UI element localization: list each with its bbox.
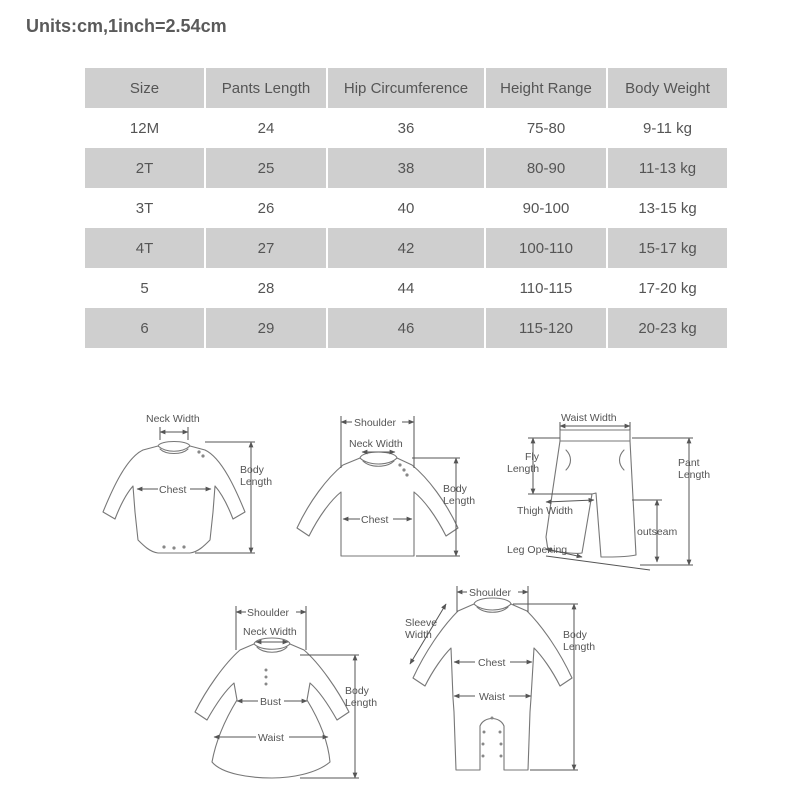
romper-chest-label: Chest [478,657,506,669]
cell-pants-length: 24 [205,108,327,148]
romper-body-length-label: Body [563,629,587,641]
cell-size: 12M [84,108,205,148]
sweater-body-length-label: Length [443,495,476,507]
cell-height-range: 80-90 [485,148,607,188]
pants-diagram [507,412,710,570]
bodysuit-neck-width-label: Neck Width [146,413,200,425]
pants-outseam-label: outseam [637,526,678,538]
sweater-diagram [297,416,475,556]
romper-diagram [405,586,595,770]
cell-body-weight: 13-15 kg [607,188,728,228]
bodysuit-diagram [103,413,272,553]
cell-height-range: 100-110 [485,228,607,268]
pants-thigh-width-label: Thigh Width [517,505,574,517]
dress-body-length-label: Body [345,685,369,697]
cell-hip-circumference: 44 [327,268,485,308]
bodysuit-body-length-label: Body [240,464,264,476]
pants-leg-opening-label: Leg Opening [507,544,568,556]
cell-size: 6 [84,308,205,348]
pants-waist-width-label: Waist Width [561,412,617,424]
header-pants-length: Pants Length [205,68,327,108]
cell-body-weight: 15-17 kg [607,228,728,268]
pants-pant-length-label: Length [678,469,711,481]
dress-shoulder-label: Shoulder [247,607,290,619]
header-height-range: Height Range [485,68,607,108]
cell-hip-circumference: 36 [327,108,485,148]
cell-body-weight: 9-11 kg [607,108,728,148]
cell-hip-circumference: 38 [327,148,485,188]
cell-height-range: 110-115 [485,268,607,308]
cell-hip-circumference: 46 [327,308,485,348]
units-note: Units:cm,1inch=2.54cm [26,16,227,36]
cell-size: 5 [84,268,205,308]
pants-fly-length-label: Length [507,463,540,475]
cell-body-weight: 11-13 kg [607,148,728,188]
sweater-chest-label: Chest [361,514,389,526]
cell-pants-length: 26 [205,188,327,228]
cell-pants-length: 29 [205,308,327,348]
cell-hip-circumference: 42 [327,228,485,268]
romper-shoulder-label: Shoulder [469,587,512,599]
pants-fly-length-label: Fly [525,451,539,463]
cell-body-weight: 20-23 kg [607,308,728,348]
sweater-body-length-label: Body [443,483,467,495]
pants-pant-length-label: Pant [678,457,700,469]
cell-size: 4T [84,228,205,268]
cell-height-range: 115-120 [485,308,607,348]
header-body-weight: Body Weight [607,68,728,108]
romper-sleeve-width-label: Width [405,629,432,641]
cell-hip-circumference: 40 [327,188,485,228]
cell-size: 2T [84,148,205,188]
cell-height-range: 75-80 [485,108,607,148]
sweater-shoulder-label: Shoulder [354,417,397,429]
cell-pants-length: 25 [205,148,327,188]
romper-body-length-label: Length [563,641,596,653]
bodysuit-chest-label: Chest [159,484,187,496]
cell-pants-length: 27 [205,228,327,268]
cell-pants-length: 28 [205,268,327,308]
cell-body-weight: 17-20 kg [607,268,728,308]
dress-body-length-label: Length [345,697,378,709]
sweater-neck-width-label: Neck Width [349,438,403,450]
cell-size: 3T [84,188,205,228]
romper-sleeve-width-label: Sleeve [405,617,438,629]
bodysuit-body-length-label: Length [240,476,273,488]
header-hip-circumference: Hip Circumference [327,68,485,108]
dress-waist-label: Waist [258,732,284,744]
romper-waist-label: Waist [479,691,505,703]
dress-diagram [195,606,377,778]
dress-neck-width-label: Neck Width [243,626,297,638]
cell-height-range: 90-100 [485,188,607,228]
header-size: Size [84,68,205,108]
dress-bust-label: Bust [260,696,282,708]
